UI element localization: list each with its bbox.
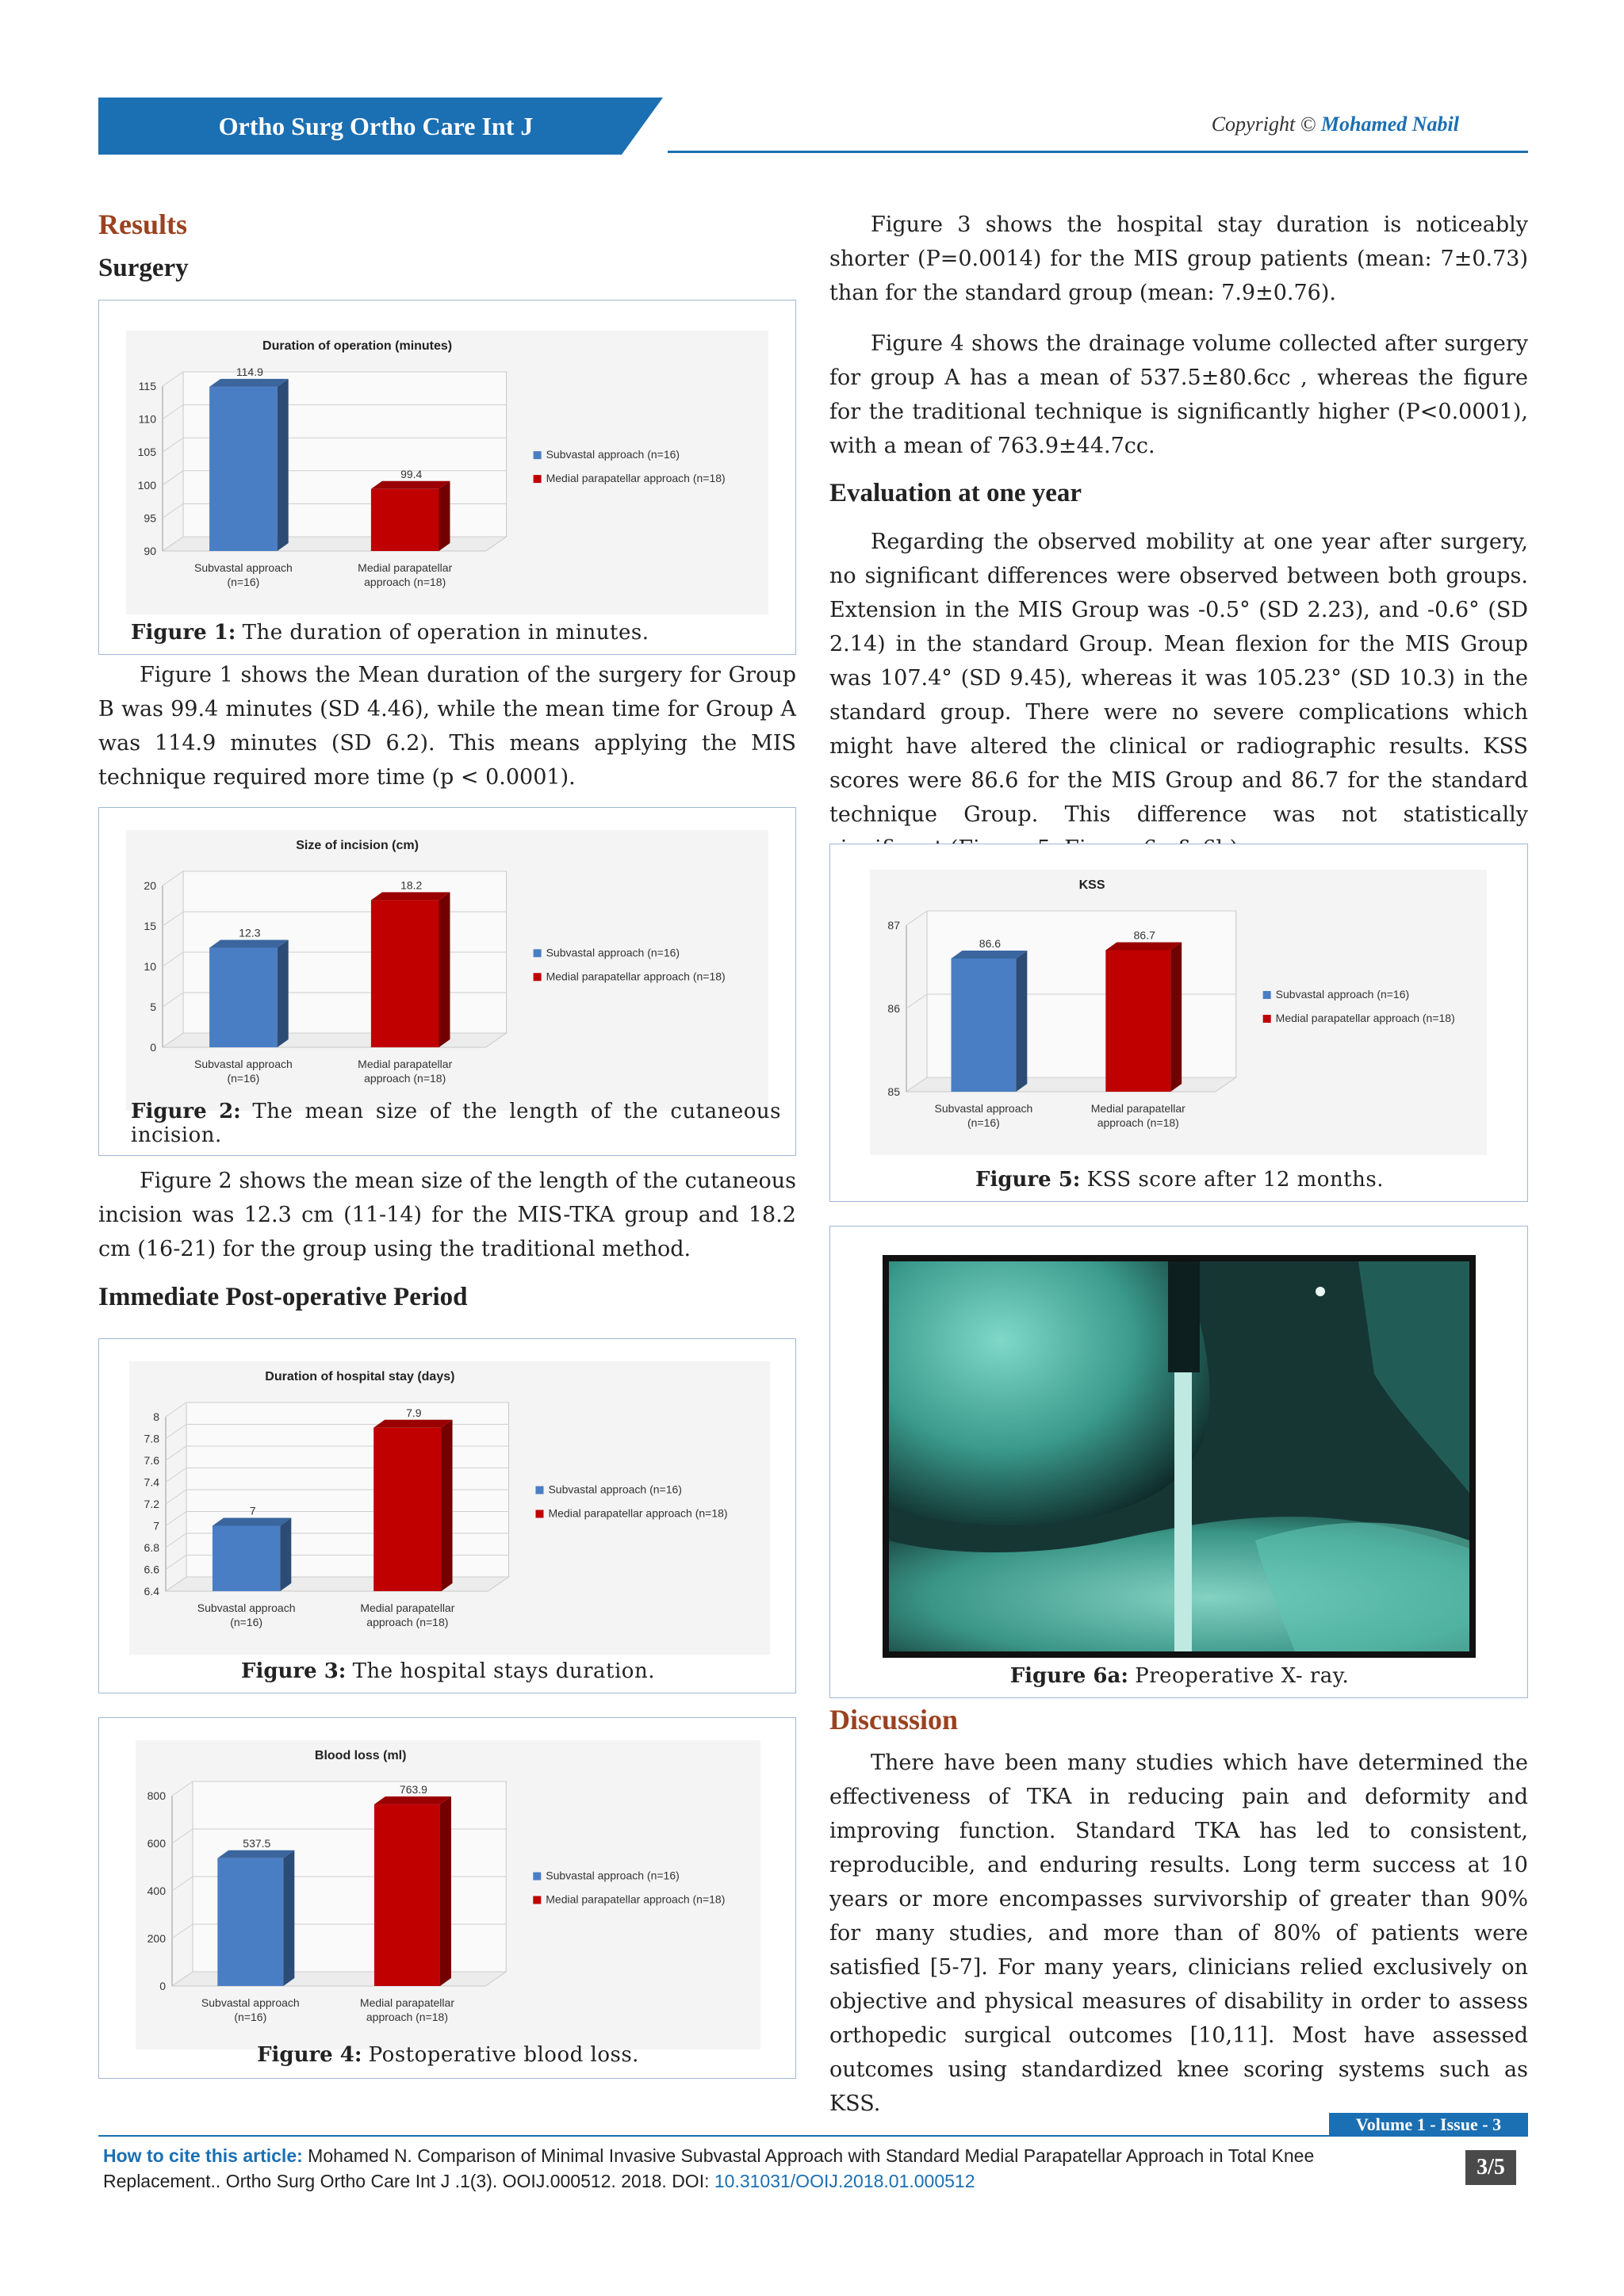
paragraph: Figure 2 shows the mean size of the length of the cutaneous incision was 12.3 cm (11-14) for the MIS-TKA group and 18.2 cm (16-21) for the group using the traditional method. xyxy=(98,1169,796,1261)
category-label: Medial parapatellar xyxy=(360,1601,455,1614)
bar-side xyxy=(1170,943,1182,1093)
figure-4-chart xyxy=(136,1740,760,2049)
doi-link[interactable]: 10.31031/OOIJ.2018.01.000512 xyxy=(714,2171,975,2191)
figure-2 xyxy=(98,807,796,1156)
y-tick-label: 10 xyxy=(144,960,156,973)
data-label: 7.9 xyxy=(406,1406,422,1419)
figure-3-label: Figure 3: xyxy=(241,1659,347,1683)
bar-front xyxy=(209,387,278,551)
y-tick-label: 86 xyxy=(887,1002,900,1015)
legend-swatch xyxy=(535,1487,543,1494)
figure-1-label: Figure 1: xyxy=(131,621,236,645)
results-heading: Results xyxy=(98,209,188,240)
y-tick-label: 95 xyxy=(144,511,156,525)
figure-2-text: The mean size of the length of the cutaneous incision. xyxy=(131,1100,782,1147)
legend-swatch xyxy=(533,1873,541,1881)
paragraph: Figure 1 shows the Mean duration of the surgery for Group B was 99.4 minutes (SD 4.46), while the mean time for Group A was 114.9 minutes (SD 6.2). This means applying the MIS technique required more time (p < 0.0001). xyxy=(98,663,796,790)
bar-top xyxy=(209,379,289,387)
bar-front xyxy=(209,948,278,1047)
figure-5 xyxy=(829,844,1528,1202)
legend-swatch xyxy=(534,973,542,981)
y-tick-label: 20 xyxy=(144,879,156,892)
category-label: Subvastal approach xyxy=(194,1058,293,1070)
y-tick-label: 15 xyxy=(144,920,156,932)
citation-label: How to cite this article: xyxy=(103,2145,303,2166)
bar-front xyxy=(213,1526,280,1592)
chart-svg xyxy=(129,1361,770,1655)
category-label: approach (n=18) xyxy=(1097,1116,1179,1129)
y-tick-label: 8 xyxy=(153,1410,159,1423)
page-number: 3/5 xyxy=(1465,2150,1516,2185)
figure-2-chart xyxy=(126,830,768,1111)
chart-title: Duration of hospital stay (days) xyxy=(265,1370,455,1383)
y-tick-label: 7.6 xyxy=(144,1454,159,1467)
chart-svg xyxy=(126,830,768,1111)
legend-entry: Subvastal approach (n=16) xyxy=(546,946,680,959)
category-label: approach (n=18) xyxy=(364,576,446,588)
y-tick-label: 100 xyxy=(137,478,156,492)
copyright-author: Mohamed Nabil xyxy=(1320,113,1459,136)
figure-6a-caption xyxy=(830,1664,1529,1688)
xray-image xyxy=(883,1255,1476,1658)
figure-4-label: Figure 4: xyxy=(257,2043,362,2067)
chart-svg xyxy=(136,1740,760,2049)
legend-swatch xyxy=(534,451,542,459)
category-label: Medial parapatellar xyxy=(1090,1102,1185,1115)
y-tick-label: 110 xyxy=(138,412,156,426)
y-tick-label: 600 xyxy=(147,1837,166,1850)
copyright-prefix: Copyright © xyxy=(1211,113,1316,136)
bar-front xyxy=(371,900,439,1047)
y-tick-label: 85 xyxy=(887,1085,900,1098)
citation xyxy=(103,2143,1419,2194)
figure-6a xyxy=(829,1226,1528,1698)
figure-6a-label: Figure 6a: xyxy=(1009,1664,1128,1688)
header-rule xyxy=(668,151,1528,153)
data-label: 18.2 xyxy=(400,878,423,892)
footer-rule xyxy=(98,2135,1528,2137)
y-tick-label: 7 xyxy=(153,1519,159,1533)
legend-swatch xyxy=(534,949,542,957)
y-tick-label: 0 xyxy=(159,1980,166,1992)
data-label: 86.7 xyxy=(1133,928,1155,942)
category-label: (n=16) xyxy=(234,2011,267,2023)
bar-side xyxy=(278,940,289,1047)
legend-entry: Medial parapatellar approach (n=18) xyxy=(546,970,726,983)
data-label: 12.3 xyxy=(239,926,261,939)
category-label: Subvastal approach xyxy=(194,561,293,574)
figure-6a-text: Preoperative X- ray. xyxy=(1135,1664,1350,1688)
y-tick-label: 200 xyxy=(147,1932,166,1945)
figure-1-caption xyxy=(131,621,781,645)
bar-side xyxy=(1016,951,1027,1092)
bar-top xyxy=(371,481,450,489)
y-tick-label: 0 xyxy=(150,1041,156,1054)
paragraph: Regarding the observed mobility at one year after surgery, no significant differences were observed between both groups. Extension in the MIS Group was -0.5° (SD 2.23), and -0.6° (SD 2.14) in the standard Group. Mean flexion for the MIS Group was 107.4° (SD 9.45), whereas it was 105.23° (SD 10.3) in the standard group. There were no severe complications which might have altered the clinical or radiographic results. KSS scores were 86.6 for the MIS Group and 86.7 for the standard technique Group. This difference was not statistically xyxy=(829,530,1528,827)
bar-front xyxy=(1105,951,1170,1093)
legend-entry: Medial parapatellar approach (n=18) xyxy=(548,1506,728,1520)
y-tick-label: 105 xyxy=(137,446,156,459)
y-tick-label: 7.2 xyxy=(144,1498,159,1510)
bar-front xyxy=(374,1804,440,1986)
figure-5-label: Figure 5: xyxy=(975,1168,1081,1192)
evaluation-heading: Evaluation at one year xyxy=(829,479,1082,507)
legend-swatch xyxy=(534,475,542,483)
y-tick-label: 400 xyxy=(147,1885,166,1897)
chart-svg xyxy=(126,331,768,614)
figure-3-text: The hospital stays duration. xyxy=(352,1659,655,1683)
legend-swatch xyxy=(1263,991,1271,999)
bar-top xyxy=(374,1797,451,1804)
bar-top xyxy=(371,892,450,900)
bar-side xyxy=(283,1850,294,1986)
category-label: Subvastal approach xyxy=(934,1102,1033,1115)
category-label: Medial parapatellar xyxy=(358,1058,453,1070)
paragraph: Figure 3 shows the hospital stay duration is noticeably shorter (P=0.0014) for the MIS group patients (mean: 7±0.73) than for the standard group (mean: 7.9±0.76). xyxy=(829,212,1528,305)
bar-top xyxy=(1105,943,1182,951)
bar-side xyxy=(278,379,289,551)
figure-1-chart xyxy=(126,331,768,614)
data-label: 763.9 xyxy=(399,1782,427,1796)
figure-1 xyxy=(98,300,796,655)
legend-swatch xyxy=(535,1510,543,1518)
bar-side xyxy=(442,1420,453,1591)
chart-title: Blood loss (ml) xyxy=(314,1749,407,1762)
figure-5-caption xyxy=(830,1168,1529,1192)
chart-title: KSS xyxy=(1078,878,1105,892)
legend-entry: Medial parapatellar approach (n=18) xyxy=(546,472,726,485)
legend-entry: Subvastal approach (n=16) xyxy=(546,1869,680,1882)
chart-svg xyxy=(870,870,1487,1155)
category-label: approach (n=18) xyxy=(366,2011,449,2023)
figure-2-label: Figure 2: xyxy=(131,1100,241,1123)
category-label: approach (n=18) xyxy=(364,1072,446,1085)
category-label: (n=16) xyxy=(227,1072,260,1085)
chart-title: Size of incision (cm) xyxy=(296,839,419,852)
y-tick-label: 6.8 xyxy=(144,1541,159,1554)
y-tick-label: 7.8 xyxy=(144,1432,159,1445)
journal-title: Ortho Surg Ortho Care Int J xyxy=(218,111,534,140)
y-tick-label: 5 xyxy=(150,1001,156,1013)
y-tick-label: 90 xyxy=(144,545,156,557)
bar-side xyxy=(439,481,450,551)
category-label: Subvastal approach xyxy=(201,1996,300,2009)
figure-3 xyxy=(98,1338,796,1693)
figure-4-caption xyxy=(99,2043,797,2067)
category-label: (n=16) xyxy=(227,576,260,588)
bar-top xyxy=(209,940,289,948)
y-tick-label: 6.4 xyxy=(144,1585,159,1598)
bar-top xyxy=(952,951,1028,959)
y-tick-label: 87 xyxy=(887,919,900,932)
category-label: Medial parapatellar xyxy=(359,1996,454,2009)
legend-entry: Subvastal approach (n=16) xyxy=(1275,988,1410,1001)
data-label: 86.6 xyxy=(979,937,1002,950)
bar-top xyxy=(373,1420,452,1428)
figure-2-caption xyxy=(131,1100,781,1147)
figure-4-text: Postoperative blood loss. xyxy=(368,2043,639,2067)
immediate-heading: Immediate Post-operative Period xyxy=(98,1283,468,1311)
category-label: approach (n=18) xyxy=(366,1616,449,1628)
figure-3-chart xyxy=(129,1361,770,1655)
bar-front xyxy=(952,959,1017,1092)
category-label: Subvastal approach xyxy=(197,1601,296,1614)
bar-front xyxy=(373,1428,441,1591)
figure-3-caption xyxy=(99,1659,797,1683)
legend-swatch xyxy=(1263,1015,1271,1023)
data-label: 7 xyxy=(249,1504,256,1517)
xray-drawing xyxy=(883,1255,1476,1658)
data-label: 114.9 xyxy=(236,365,263,378)
bar-side xyxy=(280,1518,291,1592)
figure-4 xyxy=(98,1717,796,2079)
bar-front xyxy=(217,1858,283,1986)
y-tick-label: 7.4 xyxy=(144,1475,159,1489)
y-tick-label: 800 xyxy=(147,1789,166,1802)
citation-text: Mohamed N. Comparison of Minimal Invasive Subvastal Approach with Standard Medial Parapatellar Approach in Total Knee Replacement.. Ortho Surg Ortho Care Int J .1(3). OOIJ.000512. 2018. DOI: xyxy=(103,2145,1315,2191)
figure-5-text: KSS score after 12 months. xyxy=(1086,1168,1385,1192)
legend-entry: Subvastal approach (n=16) xyxy=(548,1483,682,1496)
copyright xyxy=(1078,113,1459,136)
figure-5-chart xyxy=(870,870,1487,1155)
bar-side xyxy=(439,892,450,1047)
legend-entry: Medial parapatellar approach (n=18) xyxy=(1275,1012,1455,1024)
category-label: (n=16) xyxy=(967,1116,1000,1129)
y-tick-label: 6.6 xyxy=(144,1563,159,1576)
volume-badge: Volume 1 - Issue - 3 xyxy=(1329,2113,1528,2137)
category-label: (n=16) xyxy=(230,1616,263,1628)
surgery-heading: Surgery xyxy=(98,254,189,282)
paragraph: There have been many studies which have determined the effectiveness of TKA in reducing pain and deformity and improving function. Standard TKA has led to consistent, reproducible, and enduring results. Long term success at 10 years or more encompasses survivorship of greater than 90% for many studies, and more than of 80% of patients were satisfied [5-7]. For many years, clinicians relied exclusively on objective and physical measures of disability in order to assess orthopedic surgical outcomes [10,11]. Most have assessed outcomes using standardized knee scoring systems such as KSS. xyxy=(829,1751,1528,2116)
legend-entry: Subvastal approach (n=16) xyxy=(546,448,680,461)
legend-swatch xyxy=(533,1896,541,1904)
legend-entry: Medial parapatellar approach (n=18) xyxy=(546,1892,726,1906)
paragraph: Figure 4 shows the drainage volume collected after surgery for group A has a mean of 537.5±80.6cc , whereas the figure for the traditional technique is significantly higher (P<0.0001), with a mean of 763.9±44.7cc. xyxy=(829,331,1528,458)
data-label: 537.5 xyxy=(243,1836,271,1850)
bar-top xyxy=(213,1518,291,1526)
data-label: 99.4 xyxy=(400,467,423,480)
bar-front xyxy=(371,489,439,551)
bar-side xyxy=(440,1797,451,1986)
y-tick-label: 115 xyxy=(138,380,156,392)
discussion-heading: Discussion xyxy=(829,1704,959,1735)
chart-title: Duration of operation (minutes) xyxy=(262,339,453,353)
bar-top xyxy=(217,1850,294,1858)
figure-1-text: The duration of operation in minutes. xyxy=(242,621,649,645)
category-label: Medial parapatellar xyxy=(358,561,453,574)
